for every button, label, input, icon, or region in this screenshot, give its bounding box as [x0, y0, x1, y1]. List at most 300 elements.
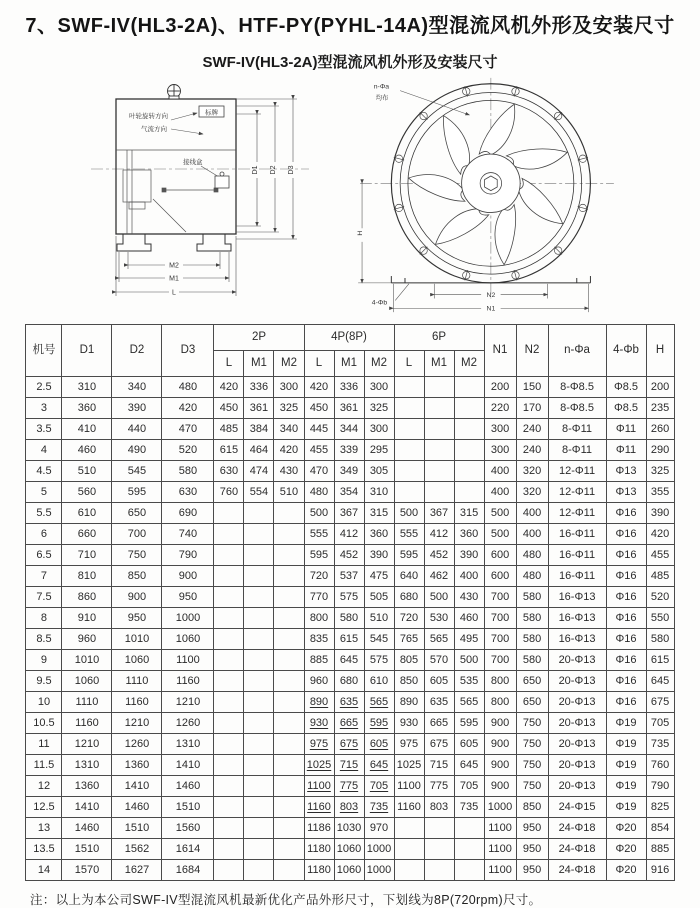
cell-model-no: 10: [26, 692, 62, 713]
table-row: [26, 797, 674, 818]
table-cell: 445: [304, 419, 334, 440]
table-cell: 1100: [304, 776, 334, 797]
table-cell: 760: [214, 482, 244, 503]
table-cell: 260: [646, 419, 674, 440]
table-cell: 900: [162, 566, 214, 587]
table-cell: 600: [484, 545, 516, 566]
table-cell: 1060: [62, 671, 112, 692]
table-cell: 630: [162, 482, 214, 503]
table-cell: 1160: [62, 713, 112, 734]
table-cell: 1060: [112, 650, 162, 671]
table-cell: 560: [62, 482, 112, 503]
table-cell: [274, 713, 304, 734]
cell-model-no: 13: [26, 818, 62, 839]
table-cell: 390: [646, 503, 674, 524]
table-cell: 1030: [334, 818, 364, 839]
table-cell: 1510: [62, 839, 112, 860]
table-cell: 325: [364, 398, 394, 419]
table-cell: Φ16: [606, 650, 646, 671]
impeller-blade: [408, 166, 465, 212]
table-cell: 705: [646, 713, 674, 734]
table-cell: 1060: [334, 839, 364, 860]
table-cell: 1614: [162, 839, 214, 860]
table-cell: [394, 818, 424, 839]
dim-d3-label: D3: [288, 165, 295, 175]
table-cell: [394, 377, 424, 398]
table-cell: [424, 818, 454, 839]
table-cell: [394, 461, 424, 482]
table-cell: Φ13: [606, 461, 646, 482]
table-cell: [274, 608, 304, 629]
table-cell: 450: [214, 398, 244, 419]
table-cell: [424, 377, 454, 398]
table-cell: 400: [484, 461, 516, 482]
table-cell: Φ19: [606, 734, 646, 755]
table-cell: 595: [394, 545, 424, 566]
table-cell: [244, 692, 274, 713]
table-cell: 1360: [112, 755, 162, 776]
table-cell: 630: [214, 461, 244, 482]
table-cell: 344: [334, 419, 364, 440]
table-cell: 305: [364, 461, 394, 482]
dim-l-label: L: [172, 289, 176, 297]
table-cell: 595: [364, 713, 394, 734]
header-group-2p: 2P: [214, 325, 304, 351]
header-d1: D1: [62, 325, 112, 377]
cell-model-no: 14: [26, 860, 62, 881]
table-row: [26, 650, 674, 671]
table-cell: 16-Φ11: [548, 566, 606, 587]
table-cell: 1010: [112, 629, 162, 650]
table-cell: 1010: [62, 650, 112, 671]
table-cell: 464: [244, 440, 274, 461]
table-cell: 765: [394, 629, 424, 650]
table-cell: 20-Φ13: [548, 755, 606, 776]
table-cell: 240: [516, 440, 548, 461]
table-cell: 400: [516, 503, 548, 524]
table-row: [26, 524, 674, 545]
table-cell: [424, 482, 454, 503]
table-cell: 635: [334, 692, 364, 713]
table-cell: [214, 587, 244, 608]
table-cell: 580: [646, 629, 674, 650]
table-cell: 970: [364, 818, 394, 839]
table-cell: 20-Φ13: [548, 734, 606, 755]
evenly-distributed-label: 均布: [375, 94, 389, 102]
table-cell: 1000: [484, 797, 516, 818]
table-cell: [244, 797, 274, 818]
table-cell: [274, 566, 304, 587]
table-cell: 1110: [62, 692, 112, 713]
table-cell: 760: [646, 755, 674, 776]
table-cell: 700: [112, 524, 162, 545]
foot-holes-label: 4-Φb: [371, 299, 388, 307]
table-cell: [214, 860, 244, 881]
table-cell: 645: [364, 755, 394, 776]
table-cell: 545: [364, 629, 394, 650]
table-cell: [454, 461, 484, 482]
table-cell: 485: [646, 566, 674, 587]
table-cell: 220: [484, 398, 516, 419]
table-cell: Φ20: [606, 839, 646, 860]
table-cell: 430: [454, 587, 484, 608]
junction-box-leader: [201, 166, 219, 177]
table-cell: 595: [112, 482, 162, 503]
table-cell: 690: [162, 503, 214, 524]
table-cell: 490: [112, 440, 162, 461]
table-cell: 720: [304, 566, 334, 587]
drawings-row: [0, 74, 700, 320]
table-cell: 615: [214, 440, 244, 461]
foot-holes-leader: [395, 284, 409, 301]
table-cell: 1160: [394, 797, 424, 818]
subheader-6p-m2: M2: [454, 351, 484, 377]
table-cell: 537: [334, 566, 364, 587]
table-cell: 740: [162, 524, 214, 545]
table-cell: [454, 839, 484, 860]
table-cell: [214, 671, 244, 692]
table-cell: 510: [274, 482, 304, 503]
dim-n2-label: N2: [486, 292, 496, 300]
table-cell: 750: [516, 776, 548, 797]
dim-n1-label: N1: [486, 305, 496, 313]
table-cell: 1060: [162, 629, 214, 650]
table-cell: 500: [484, 503, 516, 524]
table-cell: 420: [214, 377, 244, 398]
table-cell: [274, 545, 304, 566]
table-cell: 580: [516, 608, 548, 629]
table-cell: 565: [424, 629, 454, 650]
table-cell: 680: [394, 587, 424, 608]
table-cell: 960: [62, 629, 112, 650]
table-cell: 1562: [112, 839, 162, 860]
table-cell: [424, 461, 454, 482]
table-cell: 900: [484, 734, 516, 755]
subheader-6p-m1: M1: [424, 351, 454, 377]
table-cell: [454, 440, 484, 461]
cell-model-no: 9.5: [26, 671, 62, 692]
table-cell: 580: [516, 650, 548, 671]
header-n1: N1: [484, 325, 516, 377]
cell-model-no: 13.5: [26, 839, 62, 860]
table-cell: 325: [646, 461, 674, 482]
table-cell: 1180: [304, 839, 334, 860]
table-cell: 360: [364, 524, 394, 545]
table-cell: 16-Φ11: [548, 524, 606, 545]
table-cell: [394, 440, 424, 461]
table-cell: 675: [646, 692, 674, 713]
table-cell: 930: [304, 713, 334, 734]
table-cell: Φ16: [606, 608, 646, 629]
table-cell: 750: [516, 755, 548, 776]
lifting-eye-icon: [168, 85, 181, 100]
table-cell: 900: [484, 776, 516, 797]
cell-model-no: 8.5: [26, 629, 62, 650]
table-cell: 650: [112, 503, 162, 524]
table-cell: 390: [454, 545, 484, 566]
table-cell: 660: [62, 524, 112, 545]
table-cell: [394, 419, 424, 440]
cell-model-no: 12: [26, 776, 62, 797]
table-row: [26, 419, 674, 440]
table-cell: 975: [394, 734, 424, 755]
table-cell: 650: [516, 692, 548, 713]
table-cell: 460: [454, 608, 484, 629]
table-cell: [244, 503, 274, 524]
table-cell: 950: [516, 818, 548, 839]
table-cell: 340: [112, 377, 162, 398]
table-cell: 480: [516, 545, 548, 566]
table-cell: 12-Φ11: [548, 461, 606, 482]
table-cell: 474: [244, 461, 274, 482]
rotation-leader-line: [171, 113, 197, 120]
table-cell: [394, 839, 424, 860]
impeller-blade: [513, 178, 570, 224]
table-cell: 420: [274, 440, 304, 461]
dim-m1-label: M1: [169, 275, 179, 283]
table-cell: 400: [454, 566, 484, 587]
table-cell: 315: [364, 503, 394, 524]
table-cell: 575: [364, 650, 394, 671]
table-cell: 705: [364, 776, 394, 797]
table-cell: [244, 608, 274, 629]
section-subtitle: SWF-IV(HL3-2A)型混流风机外形及安装尺寸: [202, 54, 498, 71]
table-cell: 300: [274, 377, 304, 398]
footnote: 注：以上为本公司SWF-IV型混流风机最新优化产品外形尺寸，下划线为8P(720rpm)尺寸。: [30, 893, 542, 907]
table-cell: 1110: [112, 671, 162, 692]
table-cell: 470: [304, 461, 334, 482]
table-cell: 1180: [304, 860, 334, 881]
table-cell: 610: [62, 503, 112, 524]
table-cell: 8-Φ11: [548, 419, 606, 440]
table-cell: 1160: [162, 671, 214, 692]
table-cell: 575: [334, 587, 364, 608]
subheader-4p-m2: M2: [364, 351, 394, 377]
table-cell: 1460: [112, 797, 162, 818]
table-cell: 24-Φ18: [548, 860, 606, 881]
table-cell: 1100: [484, 818, 516, 839]
table-cell: 900: [112, 587, 162, 608]
table-cell: Φ19: [606, 776, 646, 797]
table-cell: 1360: [62, 776, 112, 797]
table-cell: 16-Φ13: [548, 608, 606, 629]
table-row: [26, 566, 674, 587]
table-cell: 580: [516, 587, 548, 608]
table-cell: 384: [244, 419, 274, 440]
table-row: [26, 503, 674, 524]
table-cell: [214, 608, 244, 629]
table-cell: Φ13: [606, 482, 646, 503]
cell-model-no: 10.5: [26, 713, 62, 734]
table-cell: [214, 503, 244, 524]
table-cell: 735: [454, 797, 484, 818]
table-cell: 320: [516, 461, 548, 482]
table-cell: 500: [484, 524, 516, 545]
table-cell: 610: [364, 671, 394, 692]
table-cell: 1410: [162, 755, 214, 776]
table-cell: 1460: [62, 818, 112, 839]
table-cell: 705: [454, 776, 484, 797]
table-cell: 900: [484, 713, 516, 734]
table-cell: 510: [364, 608, 394, 629]
table-row: [26, 776, 674, 797]
table-cell: 450: [304, 398, 334, 419]
table-cell: 1210: [62, 734, 112, 755]
table-row: [26, 839, 674, 860]
table-cell: 452: [334, 545, 364, 566]
table-cell: 452: [424, 545, 454, 566]
table-row: [26, 755, 674, 776]
table-cell: [214, 566, 244, 587]
table-cell: 950: [162, 587, 214, 608]
table-cell: 1260: [162, 713, 214, 734]
table-cell: 420: [162, 398, 214, 419]
table-cell: 650: [516, 671, 548, 692]
cell-model-no: 3.5: [26, 419, 62, 440]
table-cell: Φ16: [606, 587, 646, 608]
table-cell: 580: [516, 629, 548, 650]
table-cell: Φ16: [606, 503, 646, 524]
table-cell: 595: [304, 545, 334, 566]
table-cell: [454, 419, 484, 440]
table-cell: 750: [516, 734, 548, 755]
table-cell: [244, 587, 274, 608]
table-cell: 20-Φ13: [548, 671, 606, 692]
table-cell: [244, 839, 274, 860]
rotation-direction-label: 叶轮旋转方向: [129, 113, 168, 120]
table-cell: [244, 776, 274, 797]
cell-model-no: 2.5: [26, 377, 62, 398]
table-cell: 1627: [112, 860, 162, 881]
subheader-2p-l: L: [214, 351, 244, 377]
table-cell: 1100: [394, 776, 424, 797]
table-cell: 1210: [112, 713, 162, 734]
table-cell: 500: [424, 587, 454, 608]
dim-m2-label: M2: [169, 262, 179, 270]
cell-model-no: 6: [26, 524, 62, 545]
table-cell: 412: [424, 524, 454, 545]
table-cell: 890: [304, 692, 334, 713]
table-cell: [244, 566, 274, 587]
table-cell: [274, 524, 304, 545]
table-cell: 520: [646, 587, 674, 608]
table-cell: 240: [516, 419, 548, 440]
table-cell: [424, 440, 454, 461]
table-cell: 735: [646, 734, 674, 755]
table-row: [26, 377, 674, 398]
header-d3: D3: [162, 325, 214, 377]
table-cell: 480: [516, 566, 548, 587]
table-cell: [214, 755, 244, 776]
table-cell: 800: [484, 671, 516, 692]
table-cell: 360: [62, 398, 112, 419]
cell-model-no: 4.5: [26, 461, 62, 482]
table-cell: Φ16: [606, 692, 646, 713]
table-cell: [244, 818, 274, 839]
table-cell: 565: [364, 692, 394, 713]
table-cell: 367: [424, 503, 454, 524]
table-cell: [274, 776, 304, 797]
fan-front-view-drawing: [343, 74, 629, 318]
table-cell: 640: [394, 566, 424, 587]
table-cell: 310: [364, 482, 394, 503]
table-cell: 500: [394, 503, 424, 524]
table-cell: [274, 671, 304, 692]
table-cell: 349: [334, 461, 364, 482]
table-cell: 665: [424, 713, 454, 734]
table-cell: 854: [646, 818, 674, 839]
table-cell: Φ16: [606, 671, 646, 692]
table-cell: [454, 377, 484, 398]
table-cell: 200: [484, 377, 516, 398]
table-cell: 565: [454, 692, 484, 713]
table-cell: 750: [112, 545, 162, 566]
table-cell: [214, 797, 244, 818]
table-cell: [214, 734, 244, 755]
table-cell: [244, 671, 274, 692]
table-cell: Φ16: [606, 524, 646, 545]
table-cell: 1410: [62, 797, 112, 818]
table-cell: 715: [334, 755, 364, 776]
table-cell: 300: [364, 377, 394, 398]
table-cell: [274, 860, 304, 881]
table-cell: [394, 482, 424, 503]
table-cell: 462: [424, 566, 454, 587]
table-row: [26, 818, 674, 839]
table-cell: 16-Φ13: [548, 587, 606, 608]
table-row: [26, 440, 674, 461]
table-cell: 16-Φ11: [548, 545, 606, 566]
table-cell: 485: [214, 419, 244, 440]
table-cell: 645: [454, 755, 484, 776]
table-cell: 361: [244, 398, 274, 419]
table-cell: 315: [454, 503, 484, 524]
table-cell: 900: [484, 755, 516, 776]
table-cell: 8-Φ8.5: [548, 398, 606, 419]
cell-model-no: 7.5: [26, 587, 62, 608]
table-cell: 170: [516, 398, 548, 419]
table-cell: 1510: [162, 797, 214, 818]
table-cell: 300: [484, 419, 516, 440]
table-cell: 600: [484, 566, 516, 587]
table-cell: 916: [646, 860, 674, 881]
table-cell: [424, 860, 454, 881]
table-cell: 885: [304, 650, 334, 671]
casing-interior-lines: [116, 150, 236, 234]
table-cell: [244, 713, 274, 734]
dim-d1-label: D1: [252, 165, 259, 175]
table-cell: [424, 839, 454, 860]
table-cell: 520: [162, 440, 214, 461]
dim-h-label: H: [357, 230, 365, 236]
airflow-arrow: [171, 129, 203, 134]
cell-model-no: 8: [26, 608, 62, 629]
table-cell: 12-Φ11: [548, 482, 606, 503]
table-cell: 8-Φ11: [548, 440, 606, 461]
table-cell: 1684: [162, 860, 214, 881]
table-cell: [214, 839, 244, 860]
table-cell: 16-Φ13: [548, 629, 606, 650]
table-cell: Φ11: [606, 440, 646, 461]
table-cell: 20-Φ13: [548, 692, 606, 713]
table-row: [26, 692, 674, 713]
table-cell: 410: [62, 419, 112, 440]
table-cell: 930: [394, 713, 424, 734]
table-cell: 950: [516, 839, 548, 860]
table-cell: Φ19: [606, 713, 646, 734]
table-cell: 1570: [62, 860, 112, 881]
table-cell: 790: [646, 776, 674, 797]
